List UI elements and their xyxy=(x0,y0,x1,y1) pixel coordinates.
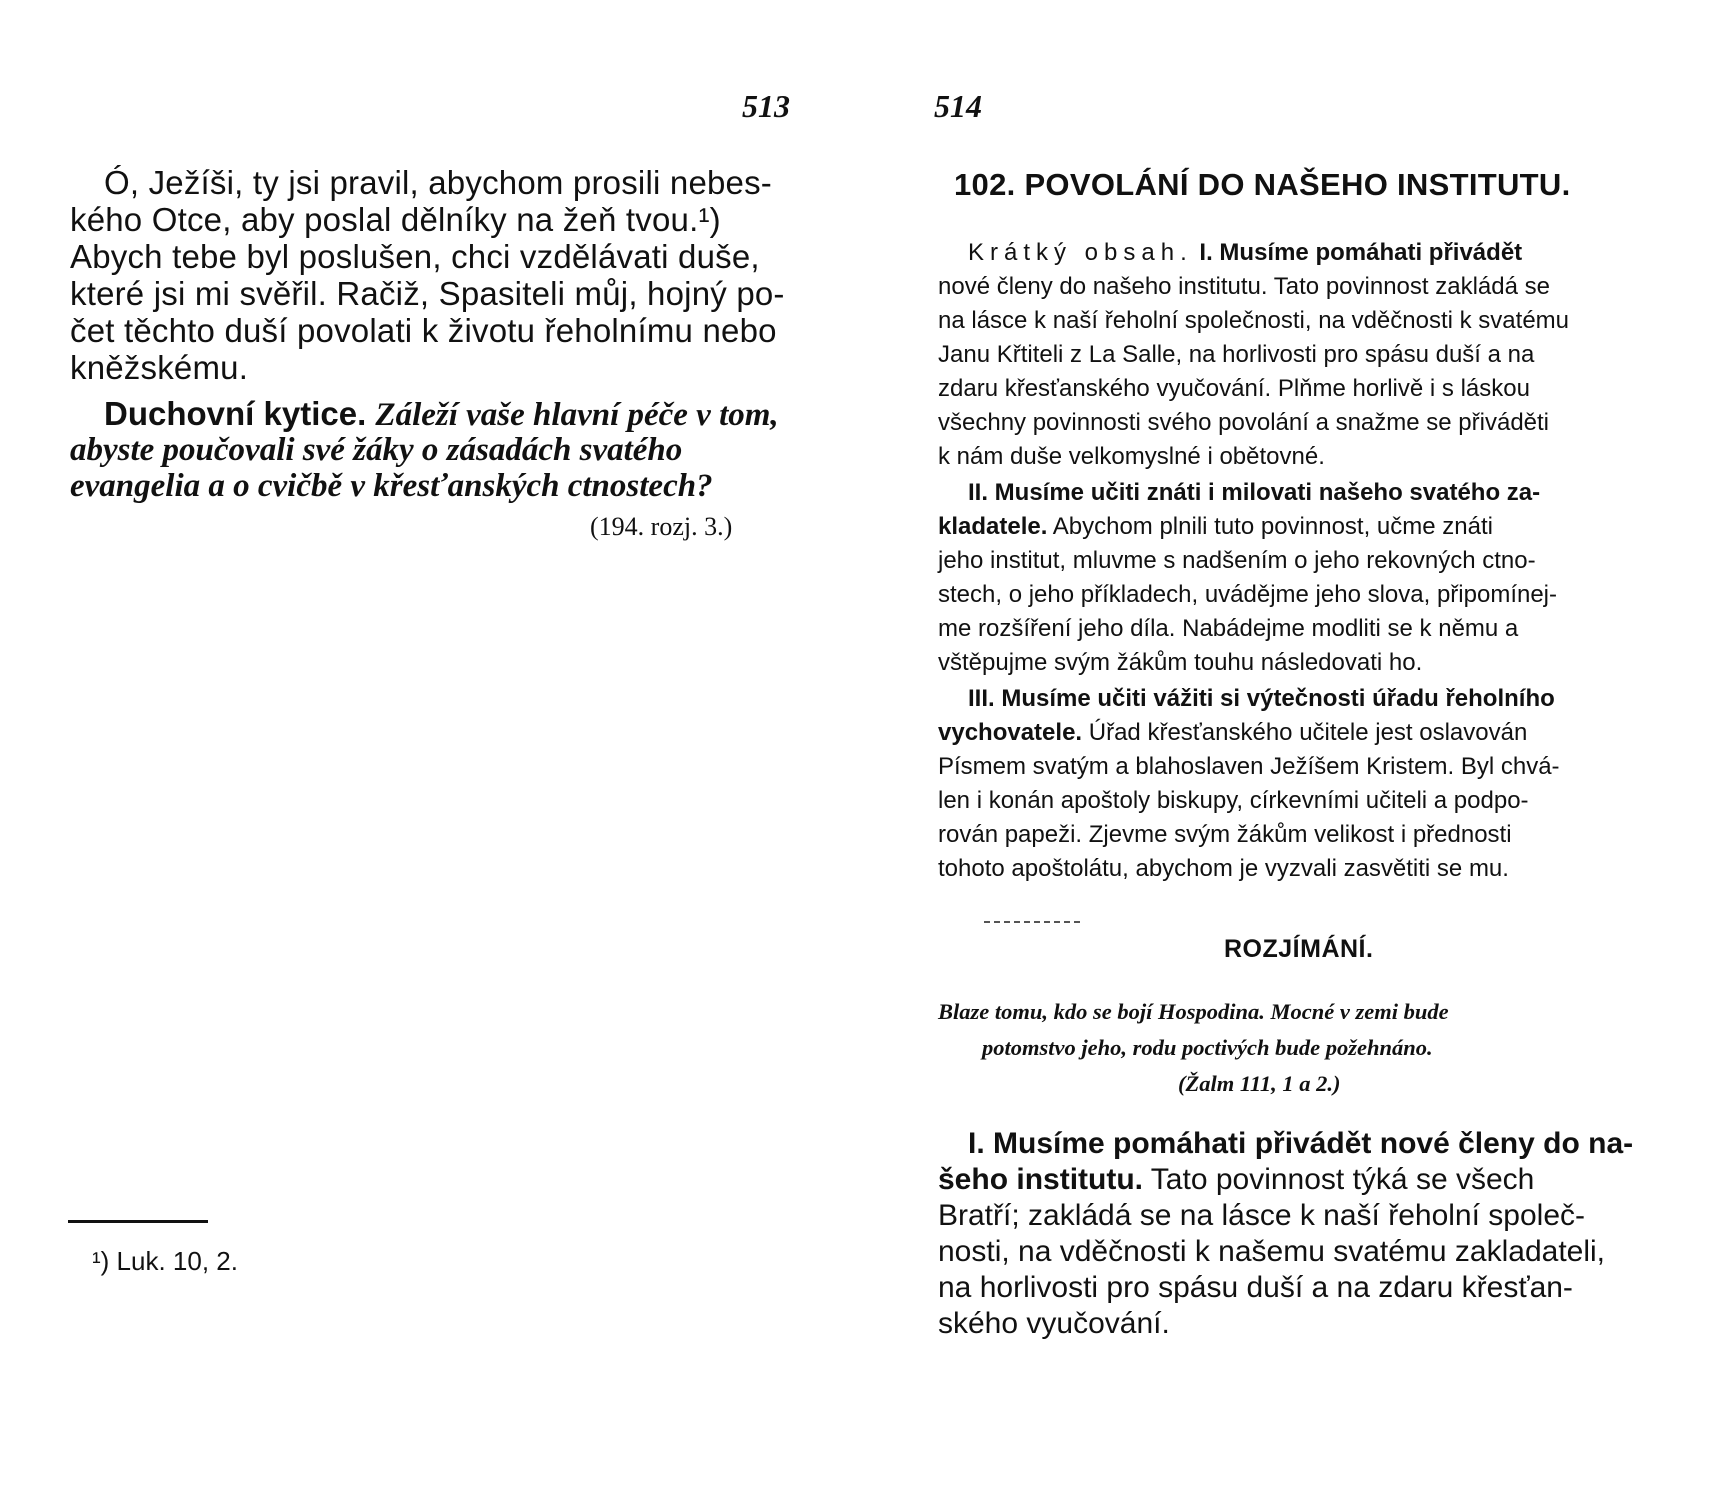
motto-line: potomstvo jeho, rodu poctivých bude požehnáno. xyxy=(982,1035,1433,1060)
point-line: ského vyučování. xyxy=(938,1307,1170,1340)
footnote: ¹) Luk. 10, 2. xyxy=(92,1246,238,1276)
point-line: šeho institutu. Tato povinnost týká se všech xyxy=(938,1163,1535,1196)
summary-line: rován papeži. Zjevme svým žákům velikost i přednosti xyxy=(938,821,1512,848)
summary-line: kladatele. Abychom plnili tuto povinnost, učme znáti xyxy=(938,513,1493,540)
summary-line: Krátký obsah. I. Musíme pomáhati přivádět xyxy=(968,239,1523,266)
summary-line: me rozšíření jeho díla. Nabádejme modliti se k němu a xyxy=(938,615,1519,642)
page-number-right: 514 xyxy=(934,88,982,124)
prayer-line: kněžskému. xyxy=(70,349,249,386)
motto-line: Blaze tomu, kdo se bojí Hospodina. Mocné v zemi bude xyxy=(938,999,1449,1024)
summary-line: zdaru křesťanského vyučování. Plňme horlivě i s láskou xyxy=(938,375,1530,402)
bouquet-line: abyste poučovali své žáky o zásadách svatého xyxy=(70,432,683,468)
prayer-line: čet těchto duší povolati k životu řeholnímu nebo xyxy=(70,312,777,349)
bouquet-line xyxy=(104,396,779,433)
right-page xyxy=(858,0,1716,1500)
summary-line: vychovatele. Úřad křesťanského učitele jest oslavován xyxy=(938,719,1528,746)
section-title: ROZJÍMÁNÍ. xyxy=(1224,935,1374,963)
point-line: Bratří; zakládá se na lásce k naší řeholní společ- xyxy=(938,1199,1585,1232)
point-heading: šeho institutu. xyxy=(938,1163,1143,1196)
footnote-rule xyxy=(68,1220,208,1223)
chapter-title: 102. POVOLÁNÍ DO NAŠEHO INSTITUTU. xyxy=(954,167,1571,202)
prayer-line: Abych tebe byl poslušen, chci vzdělávati duše, xyxy=(70,238,760,275)
prayer-line: které jsi mi svěřil. Račiž, Spasiteli můj, hojný po- xyxy=(70,275,785,312)
summary-line: tohoto apoštolátu, abychom je vyzvali zasvětiti se mu. xyxy=(938,855,1509,882)
summary-line: stech, o jeho příkladech, uvádějme jeho slova, připomínej- xyxy=(938,581,1558,608)
summary-label: Krátký obsah. xyxy=(968,239,1193,266)
summary-line: k nám duše velkomyslné i obětovné. xyxy=(938,443,1325,470)
bouquet-line: evangelia a o cvičbě v křesťanských ctnostech? xyxy=(70,468,713,504)
motto-line: (Žalm 111, 1 a 2.) xyxy=(1178,1071,1341,1096)
bouquet-label: Duchovní kytice. xyxy=(104,395,367,432)
point-heading: I. Musíme pomáhati přivádět nové členy do na- xyxy=(968,1127,1634,1160)
page-number-left: 513 xyxy=(742,88,790,124)
prayer-line: kého Otce, aby poslal dělníky na žeň tvou.¹) xyxy=(70,201,721,238)
bouquet-text: Záleží vaše hlavní péče v tom, xyxy=(375,397,779,433)
point-line: na horlivosti pro spásu duší a na zdaru křesťan- xyxy=(938,1271,1573,1304)
bouquet-reference: (194. rozj. 3.) xyxy=(590,512,733,541)
summary-line: Janu Křtiteli z La Salle, na horlivosti pro spásu duší a na xyxy=(938,341,1535,368)
prayer-line: Ó, Ježíši, ty jsi pravil, abychom prosili nebes- xyxy=(104,164,772,201)
summary-line: jeho institut, mluvme s nadšením o jeho rekovných ctno- xyxy=(938,547,1536,574)
summary-line: Písmem svatým a blahoslaven Ježíšem Kristem. Byl chvá- xyxy=(938,753,1560,780)
point-line: nosti, na vděčnosti k našemu svatému zakladateli, xyxy=(938,1235,1606,1268)
print-speck xyxy=(984,921,1080,926)
summary-line: len i konán apoštoly biskupy, církevními učiteli a podpo- xyxy=(938,787,1529,814)
summary-line: III. Musíme učiti vážiti si výtečnosti úřadu řeholního xyxy=(968,685,1555,712)
summary-line: na lásce k naší řeholní společnosti, na vděčnosti k svatému xyxy=(938,307,1570,334)
summary-line: nové členy do našeho institutu. Tato povinnost zakládá se xyxy=(938,273,1550,300)
summary-line: vštěpujme svým žákům touhu následovati ho. xyxy=(938,649,1423,676)
summary-line: II. Musíme učiti znáti i milovati našeho svatého za- xyxy=(968,479,1541,506)
summary-line: všechny povinnosti svého povolání a snažme se přiváděti xyxy=(938,409,1550,436)
